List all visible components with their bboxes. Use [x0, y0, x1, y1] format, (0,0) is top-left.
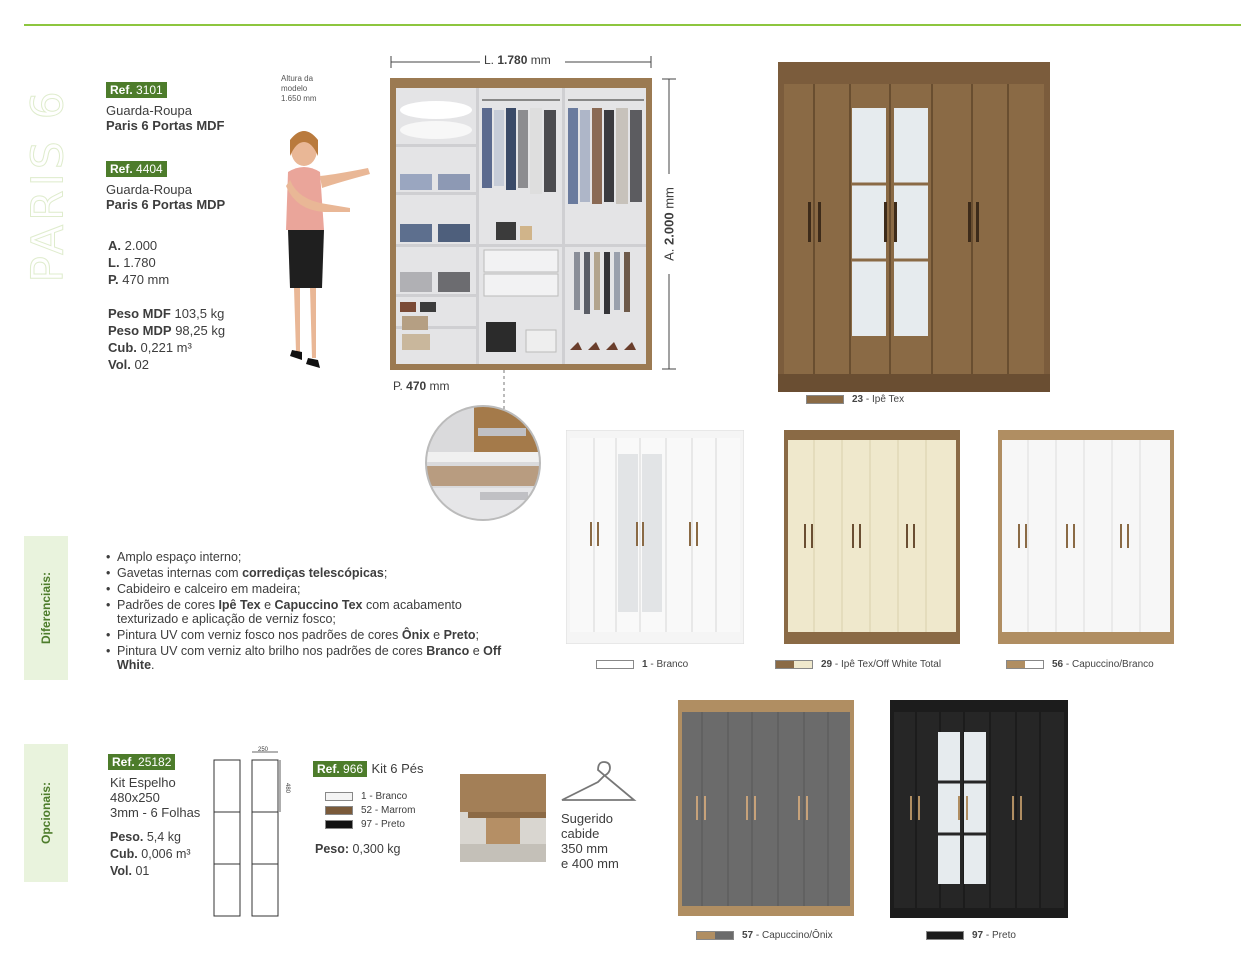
finish-caption-ipe-offwhite: 29 - Ipê Tex/Off White Total: [775, 659, 941, 670]
wardrobe-capuccino-branco: [998, 430, 1174, 644]
product-type: Guarda-Roupa: [106, 103, 192, 118]
swatch-branco: [325, 792, 353, 801]
height-dimension-label: A. 2.000 mm: [661, 187, 677, 261]
ref-badge: Ref. 25182: [108, 754, 175, 770]
finish-caption-capuccino-branco: 56 - Capuccino/Branco: [1006, 659, 1154, 670]
foot-photo: [460, 774, 546, 862]
mirror-panels-drawing: [210, 746, 290, 920]
list-item: • Padrões de cores Ipê Tex e Capuccino Tex com acabamento texturizado e aplicação de verniz fosco;: [106, 598, 516, 626]
drawer-slide-detail: [424, 404, 542, 522]
finish-caption-preto: 97 - Preto: [926, 930, 1016, 941]
specs-block: A. 2.000 L. 1.780 P. 470 mm Peso MDF 103,5 kg Peso MDP 98,25 kg Cub. 0,221 m³ Vol. 02: [108, 238, 226, 372]
opcionais-tab: Opcionais:: [24, 744, 68, 882]
wardrobe-preto: [890, 700, 1068, 918]
ref-badge: Ref. 3101: [106, 82, 167, 98]
list-item: • Gavetas internas com corrediças telescópicas;: [106, 566, 516, 580]
wardrobe-capuccino-onix: [678, 700, 854, 916]
swatch-preto: [325, 820, 353, 829]
wardrobe-interior-view: [390, 78, 652, 370]
model-height-note: Altura da modelo 1.650 mm: [281, 74, 317, 103]
kit-espelho-block: Ref. 25182 Kit Espelho 480x250 3mm - 6 Folhas Peso. 5,4 kg Cub. 0,006 m³ Vol. 01: [110, 755, 201, 878]
list-item: • Cabideiro e calceiro em madeira;: [106, 582, 516, 596]
list-item: • Pintura UV com verniz fosco nos padrões de cores Ônix e Preto;: [106, 628, 516, 642]
finish-caption-capuccino-onix: 57 - Capuccino/Ônix: [696, 930, 833, 941]
wardrobe-ipe-tex: [778, 62, 1050, 392]
swatch-capuccino-onix: [696, 931, 734, 940]
swatch-marrom: [325, 806, 353, 815]
width-dimension-label: L. 1.780 mm: [484, 53, 551, 67]
swatch-branco: [596, 660, 634, 669]
diferenciais-list: [106, 550, 516, 674]
finish-caption-ipe-tex: 23 - Ipê Tex: [806, 394, 904, 405]
wardrobe-branco: [566, 430, 744, 644]
finish-caption-branco: 1 - Branco: [596, 659, 688, 670]
list-item: • Amplo espaço interno;: [106, 550, 516, 564]
top-divider: [24, 24, 1241, 26]
swatch-preto: [926, 931, 964, 940]
product-name: Paris 6 Portas MDF: [106, 118, 225, 133]
mirror-height-label: 480: [284, 782, 291, 794]
mirror-width-label: 250: [258, 747, 269, 753]
diferenciais-tab: Diferenciais:: [24, 536, 68, 680]
ref-badge: Ref. 966: [313, 761, 367, 777]
ref-4404-block: [106, 160, 225, 212]
swatch-capuccino-branco: [1006, 660, 1044, 669]
model-woman-illustration: [268, 120, 378, 375]
swatch-ipe-offwhite: [775, 660, 813, 669]
brand-vertical-title: PARIS 6: [22, 87, 74, 283]
ref-3101-block: [106, 81, 225, 133]
list-item: • Pintura UV com verniz alto brilho nos padrões de cores Branco e Off White.: [106, 644, 516, 672]
ref-badge: Ref. 4404: [106, 161, 167, 177]
wardrobe-ipe-offwhite: [784, 430, 960, 644]
kit-pes-block: Ref. 966 Kit 6 Pés 1 - Branco 52 - Marrom 97 - Preto Peso: 0,300 kg: [315, 761, 424, 856]
product-name: Paris 6 Portas MDP: [106, 197, 226, 212]
depth-dimension-label: P. 470 mm: [393, 379, 450, 393]
cabide-note: Sugerido cabide 350 mm e 400 mm: [561, 811, 619, 871]
hanger-icon: [560, 760, 638, 808]
swatch-ipe-tex: [806, 395, 844, 404]
product-type: Guarda-Roupa: [106, 182, 192, 197]
